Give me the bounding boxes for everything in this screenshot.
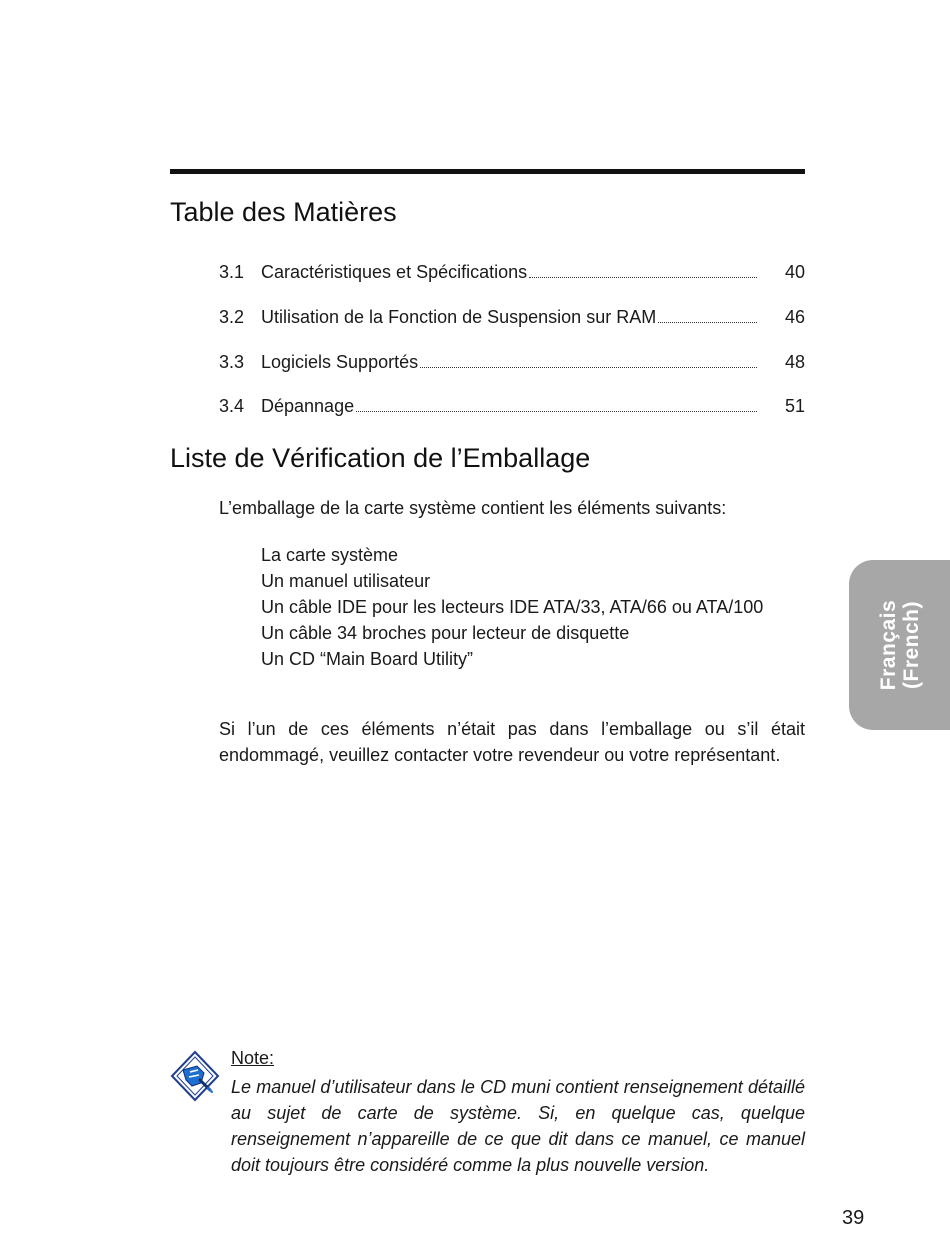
toc-entry[interactable] — [219, 392, 805, 420]
page-number: 39 — [842, 1207, 865, 1229]
toc-entry-page: 40 — [784, 262, 805, 282]
dot-leader — [356, 411, 757, 412]
toc-entry-number: 3.3 — [219, 352, 245, 372]
language-tab-label: Français — [876, 599, 900, 691]
section-rule — [170, 169, 805, 174]
toc-entry-title: Utilisation de la Fonction de Suspension sur RAM — [261, 307, 657, 327]
packing-list — [261, 542, 805, 672]
list-item: La carte système — [261, 545, 399, 565]
dot-leader — [658, 322, 757, 323]
list-item: Un manuel utilisateur — [261, 571, 431, 591]
toc-entry[interactable] — [219, 303, 805, 331]
toc-entry-number: 3.1 — [219, 262, 245, 282]
toc-entry-page: 48 — [784, 352, 805, 372]
note-pen-icon — [170, 1050, 220, 1102]
toc-entry[interactable] — [219, 258, 805, 286]
toc-entry-page: 46 — [784, 307, 805, 327]
toc-entry-title: Caractéristiques et Spécifications — [261, 262, 528, 282]
toc-entry-number: 3.2 — [219, 307, 245, 327]
list-item: Un câble 34 broches pour lecteur de disquette — [261, 623, 630, 643]
list-item: Un câble IDE pour les lecteurs IDE ATA/33, ATA/66 ou ATA/100 — [261, 597, 764, 617]
language-tab[interactable] — [849, 560, 950, 730]
packing-closing-paragraph: Si l’un de ces éléments n’était pas dans l’emballage ou s’il était endommagé, veuillez contacter votre revendeur ou votre représentant. — [219, 719, 805, 765]
toc-entry-number: 3.4 — [219, 396, 245, 416]
toc-entry[interactable] — [219, 348, 805, 376]
dot-leader — [420, 367, 757, 368]
toc-entry-page: 51 — [784, 396, 805, 416]
packing-heading: Liste de Vérification de l’Emballage — [170, 443, 591, 473]
dot-leader — [529, 277, 757, 278]
note-body: Le manuel d’utilisateur dans le CD muni contient renseignement détaillé au sujet de carte de système. Si, en quelque cas, quelque renseignement n’appareille de ce que dit dans ce manuel, ce manuel doit toujours être considéré comme la plus nouvelle version. — [231, 1077, 805, 1175]
toc-heading: Table des Matières — [170, 197, 397, 227]
language-tab-sublabel: (French) — [899, 601, 923, 690]
packing-intro: L’emballage de la carte système contient les éléments suivants: — [219, 498, 727, 518]
toc-entry-title: Logiciels Supportés — [261, 352, 419, 372]
list-item: Un CD “Main Board Utility” — [261, 649, 474, 669]
toc-entry-title: Dépannage — [261, 396, 355, 416]
note-title: Note: — [231, 1048, 275, 1068]
